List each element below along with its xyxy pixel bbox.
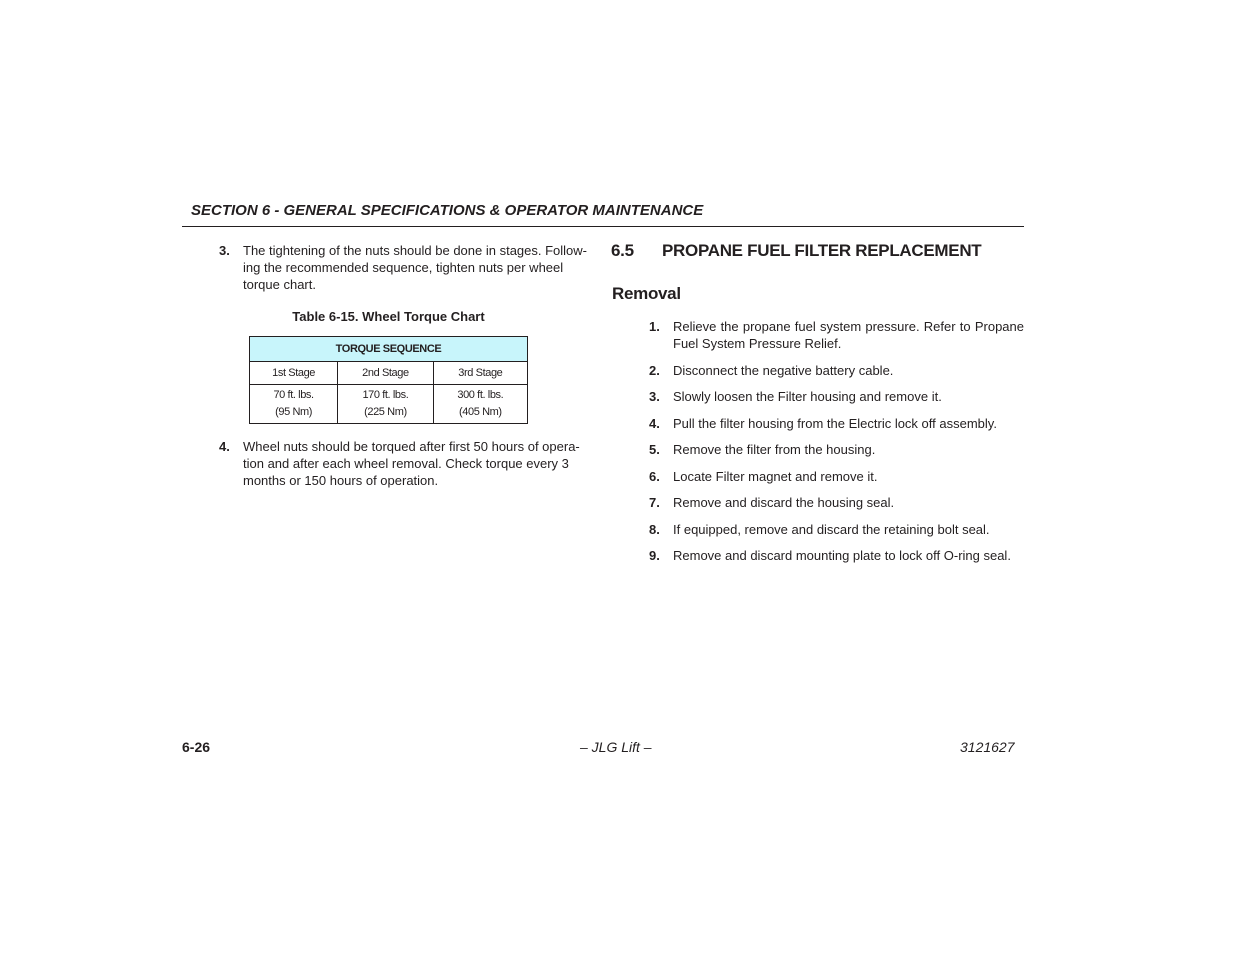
step-number: 5.: [649, 442, 660, 457]
step-text: If equipped, remove and discard the retaining bolt seal.: [673, 522, 990, 537]
step-number: 6.: [649, 469, 660, 484]
torque-value: 70 ft. lbs.: [273, 389, 314, 401]
step-text: [243, 242, 595, 293]
list-item: [649, 362, 1025, 380]
section-title: SECTION 6 - GENERAL SPECIFICATIONS & OPERATOR MAINTENANCE: [191, 202, 704, 219]
torque-value-metric: (405 Nm): [459, 406, 502, 418]
torque-table: [249, 336, 528, 424]
step-text: Disconnect the negative battery cable.: [673, 363, 894, 378]
table-cell: 1st Stage: [250, 362, 338, 385]
step-text: Pull the filter housing from the Electric lock off assembly.: [673, 416, 997, 431]
torque-value-metric: (225 Nm): [364, 406, 407, 418]
table-cell: 2nd Stage: [338, 362, 434, 385]
header-rule: [182, 226, 1024, 227]
step-text: Remove and discard mounting plate to lock off O-ring seal.: [673, 548, 1011, 563]
list-item: [649, 468, 1025, 486]
subheading: Removal: [612, 284, 681, 303]
text-line: months or 150 hours of operation.: [243, 473, 439, 488]
text-line: Relieve the propane fuel system pressure. Refer to Propane: [673, 319, 1024, 334]
step-text: Locate Filter magnet and remove it.: [673, 469, 878, 484]
section-heading-text: PROPANE FUEL FILTER REPLACEMENT: [662, 241, 982, 260]
table-header: TORQUE SEQUENCE: [250, 337, 528, 362]
list-item: [649, 494, 1025, 512]
list-item: [649, 441, 1025, 459]
table-cell: [338, 385, 434, 424]
list-item: [219, 438, 595, 489]
step-number: 2.: [649, 363, 660, 378]
text-line: torque chart.: [243, 277, 316, 292]
text-line: ing the recommended sequence, tighten nuts per wheel: [243, 260, 564, 275]
table-cell: 3rd Stage: [433, 362, 527, 385]
step-number: 4.: [219, 439, 230, 454]
step-text: Remove and discard the housing seal.: [673, 495, 895, 510]
section-heading-number: 6.5: [611, 241, 634, 260]
step-number: 7.: [649, 495, 660, 510]
list-item: [649, 318, 1025, 354]
list-item: [649, 521, 1025, 539]
torque-value-metric: (95 Nm): [275, 406, 313, 418]
step-number: 3.: [649, 389, 660, 404]
list-item: [649, 415, 1025, 433]
list-item: [649, 547, 1025, 565]
table-row: [250, 362, 528, 385]
table-cell: [433, 385, 527, 424]
step-number: 4.: [649, 416, 660, 431]
table-caption: Table 6-15. Wheel Torque Chart: [292, 309, 485, 324]
step-text: [673, 318, 1024, 352]
step-number: 9.: [649, 548, 660, 563]
step-text: Remove the filter from the housing.: [673, 442, 876, 457]
list-item: [219, 242, 595, 293]
text-line: Wheel nuts should be torqued after first 50 hours of opera-: [243, 439, 580, 454]
text-line: Fuel System Pressure Relief.: [673, 336, 842, 351]
section-heading: [611, 241, 981, 261]
step-text: [243, 438, 595, 489]
page-number: 6-26: [182, 739, 211, 755]
step-number: 8.: [649, 522, 660, 537]
footer-title: – JLG Lift –: [580, 739, 652, 755]
document-number: 3121627: [960, 739, 1015, 755]
list-item: [649, 388, 1025, 406]
step-text: Slowly loosen the Filter housing and remove it.: [673, 389, 942, 404]
torque-value: 170 ft. lbs.: [362, 389, 409, 401]
text-line: The tightening of the nuts should be done in stages. Follow-: [243, 243, 587, 258]
table-header-row: [250, 337, 528, 362]
table-cell: [250, 385, 338, 424]
step-number: 3.: [219, 243, 230, 258]
torque-value: 300 ft. lbs.: [457, 389, 504, 401]
table-row: [250, 385, 528, 424]
step-number: 1.: [649, 319, 660, 334]
text-line: tion and after each wheel removal. Check torque every 3: [243, 456, 569, 471]
